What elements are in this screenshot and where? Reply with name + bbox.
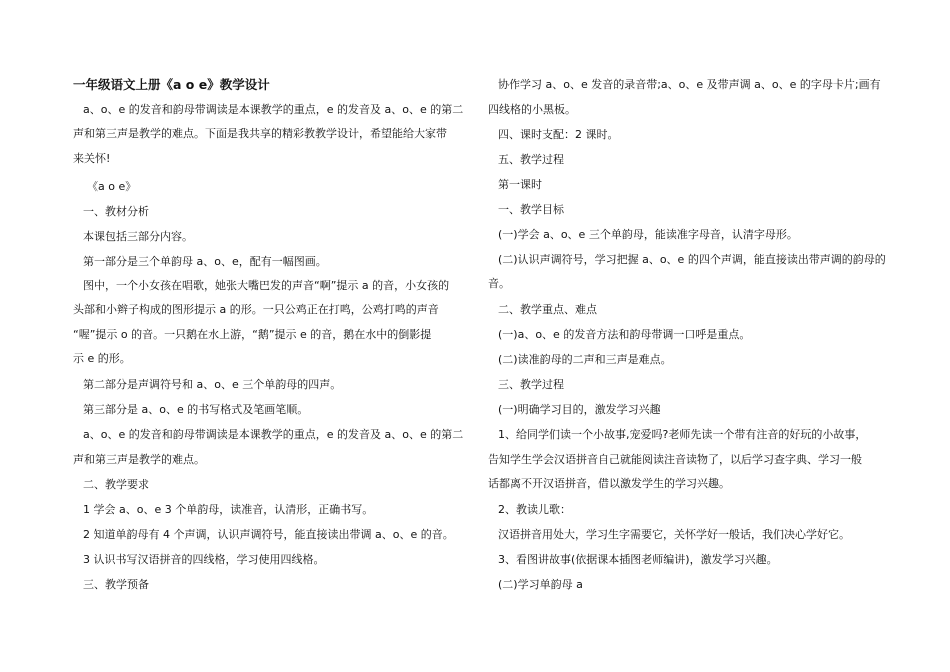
- paragraph-line: 1、给同学们读一个小故事,宠爱吗?老师先读一个带有注音的好玩的小故事，: [498, 428, 867, 441]
- list-item: (二)认识声调符号，学习把握 a、o、e 的四个声调，能直接读出带声调的韵母的: [498, 253, 886, 266]
- document-title: 一年级语文上册《a o e》教学设计: [73, 77, 270, 92]
- subsection-heading: 第一课时: [498, 178, 542, 191]
- section-heading: 一、教材分析: [83, 205, 149, 218]
- paragraph-line: 第二部分是声调符号和 a、o、e 三个单韵母的四声。: [83, 378, 342, 391]
- lesson-name: 《a o e》: [87, 180, 137, 193]
- section-heading: 三、教学预备: [83, 578, 149, 591]
- list-item: 2 知道单韵母有 4 个声调，认识声调符号，能直接读出带调 a、o、e 的音。: [83, 528, 454, 541]
- paragraph-line: 汉语拼音用处大，学习生字需要它，关怀学好一般话，我们决心学好它。: [498, 528, 850, 541]
- list-item: (一)学会 a、o、e 三个单韵母，能读准字母音，认清字母形。: [498, 228, 798, 241]
- paragraph-line: “喔”提示 o 的音。一只鹅在水上游，“鹅”提示 e 的音，鹅在水中的倒影提: [73, 328, 432, 341]
- subsection-heading: (二)学习单韵母 a: [498, 578, 583, 591]
- paragraph-line: a、o、e 的发音和韵母带调读是本课教学的重点，e 的发音及 a、o、e 的第二: [83, 103, 464, 116]
- paragraph-line: 第一部分是三个单韵母 a、o、e，配有一幅图画。: [83, 255, 327, 268]
- list-item: (一)a、o、e 的发音方法和韵母带调一口呼是重点。: [498, 328, 751, 341]
- paragraph-line: 声和第三声是教学的难点。下面是我共享的精彩教教学设计，希望能给大家带: [73, 127, 447, 140]
- paragraph-line: 头部和小辫子构成的图形提示 a 的形。一只公鸡正在打鸣，公鸡打鸣的声音: [73, 303, 439, 316]
- list-item: (二)读准韵母的二声和三声是难点。: [498, 353, 672, 366]
- list-item: 1 学会 a、o、e 3 个单韵母，读准音，认清形，正确书写。: [83, 503, 374, 516]
- list-item: 3 认识书写汉语拼音的四线格，学习使用四线格。: [83, 553, 325, 566]
- section-heading: 三、教学过程: [498, 378, 564, 391]
- paragraph-line: 音。: [488, 277, 510, 290]
- paragraph-line: 告知学生学会汉语拼音自己就能阅读注音读物了，以后学习查字典、学习一般: [488, 453, 862, 466]
- paragraph-line: 2、教读儿歌：: [498, 503, 571, 516]
- paragraph-line: 声和第三声是教学的难点。: [73, 453, 205, 466]
- section-heading: 一、教学目标: [498, 203, 564, 216]
- section-heading: 五、教学过程: [498, 153, 564, 166]
- paragraph-line: 示 e 的形。: [73, 352, 131, 365]
- paragraph-line: 第三部分是 a、o、e 的书写格式及笔画笔顺。: [83, 403, 309, 416]
- paragraph-line: 协作学习 a、o、e 发音的录音带;a、o、e 及带声调 a、o、e 的字母卡片;画有: [498, 78, 881, 91]
- paragraph-line: 3、看图讲故事(依据课本插图老师编讲)，激发学习兴趣。: [498, 553, 778, 566]
- section-heading: 二、教学重点、难点: [498, 303, 597, 316]
- paragraph-line: 本课包括三部分内容。: [83, 230, 193, 243]
- section-heading: 二、教学要求: [83, 478, 149, 491]
- subsection-heading: (一)明确学习目的，激发学习兴趣: [498, 403, 661, 416]
- paragraph-line: a、o、e 的发音和韵母带调读是本课教学的重点，e 的发音及 a、o、e 的第二: [83, 428, 464, 441]
- paragraph-line: 四、课时支配：2 课时。: [498, 128, 619, 141]
- paragraph-line: 来关怀!: [73, 152, 111, 165]
- paragraph-line: 图中，一个小女孩在唱歌，她张大嘴巴发的声音“啊”提示 a 的音，小女孩的: [83, 279, 450, 292]
- paragraph-line: 四线格的小黑板。: [488, 103, 576, 116]
- paragraph-line: 话都离不开汉语拼音，借以激发学生的学习兴趣。: [488, 477, 730, 490]
